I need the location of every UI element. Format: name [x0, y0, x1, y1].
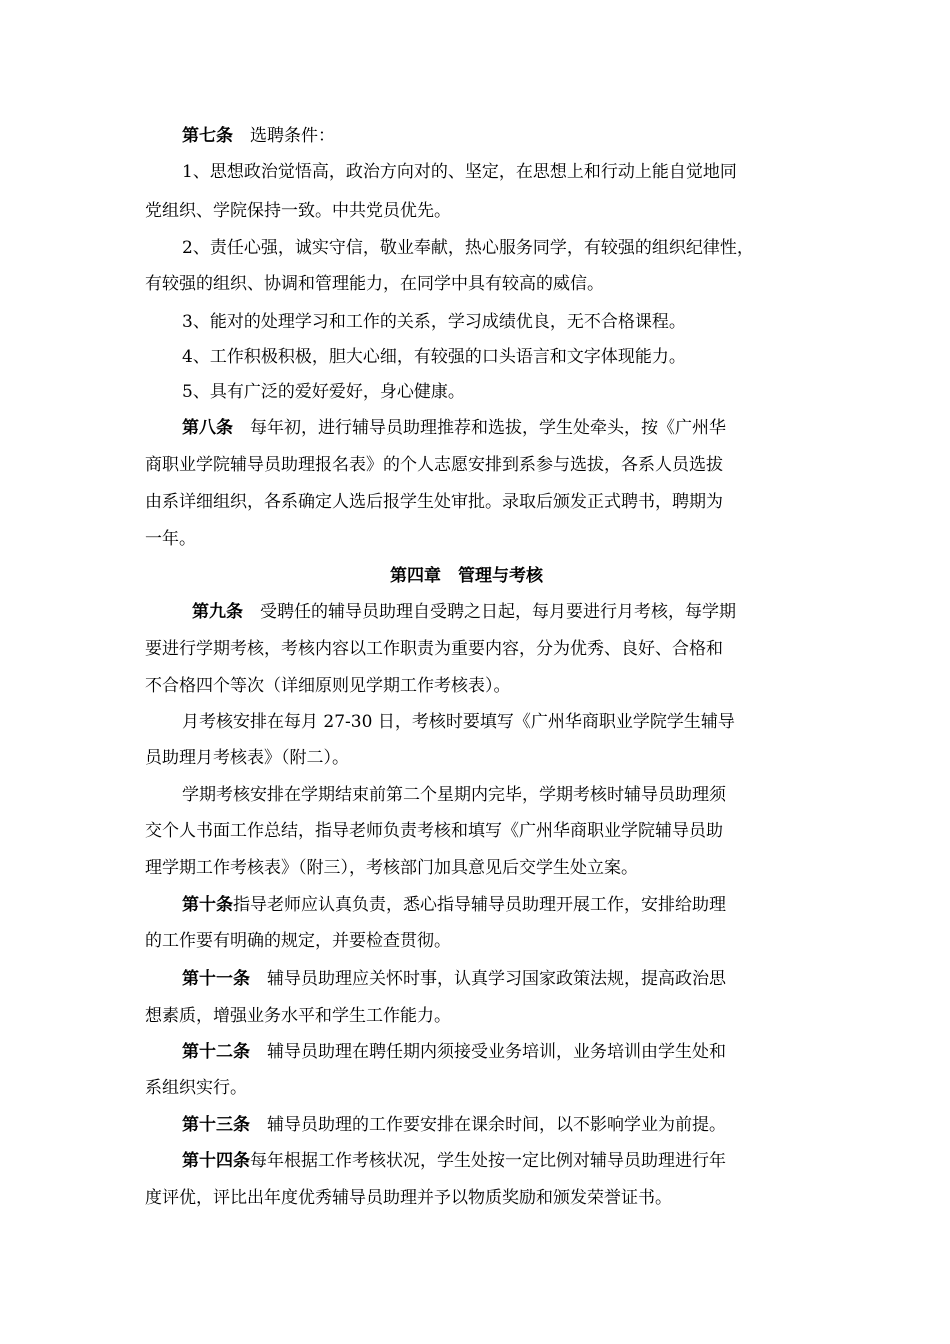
article-9-label: 第九条	[192, 602, 243, 622]
article-7-item-4: 4、工作积极积极，胆大心细，有较强的口头语言和文字体现能力。	[182, 347, 686, 367]
article-14-text-1: 每年根据工作考核状况，学生处按一定比例对辅导员助理进行年	[250, 1151, 726, 1171]
semester-assessment-line-1: 学期考核安排在学期结束前第二个星期内完毕，学期考核时辅导员助理须	[182, 785, 726, 805]
article-8-text-1: 每年初，进行辅导员助理推荐和选拔，学生处牵头，按《广州华	[233, 418, 726, 438]
semester-assessment-line-3: 理学期工作考核表》（附三），考核部门加具意见后交学生处立案。	[145, 858, 638, 878]
article-8-line-2: 商职业学院辅导员助理报名表》的个人志愿安排到系参与选拔，各系人员选拔	[145, 455, 723, 475]
semester-assessment-line-2: 交个人书面工作总结，指导老师负责考核和填写《广州华商职业学院辅导员助	[145, 821, 723, 841]
article-7-item-5: 5、具有广泛的爱好爱好，身心健康。	[182, 382, 465, 402]
article-7-label: 第七条	[182, 126, 233, 146]
article-8-line-1	[182, 416, 726, 440]
article-11-label: 第十一条	[182, 969, 250, 989]
article-8-line-4: 一年。	[145, 529, 196, 549]
chapter-4-heading: 第四章 管理与考核	[390, 566, 543, 586]
article-12-line-1	[182, 1040, 726, 1064]
article-8-label: 第八条	[182, 418, 233, 438]
article-9-text-1: 受聘任的辅导员助理自受聘之日起，每月要进行月考核，每学期	[243, 602, 736, 622]
article-12-line-2: 系组织实行。	[145, 1078, 247, 1098]
monthly-assessment-line-1: 月考核安排在每月 27-30 日，考核时要填写《广州华商职业学院学生辅导	[182, 712, 735, 732]
article-10-text-1: 指导老师应认真负责，悉心指导辅导员助理开展工作，安排给助理	[233, 895, 726, 915]
article-8-line-3: 由系详细组织，各系确定人选后报学生处审批。录取后颁发正式聘书，聘期为	[145, 492, 723, 512]
article-13-line-1	[182, 1113, 726, 1137]
article-9-line-1	[192, 600, 736, 624]
article-7-item-2-line-1: 2、责任心强，诚实守信，敬业奉献，热心服务同学，有较强的组织纪律性，	[182, 238, 754, 258]
article-14-label: 第十四条	[182, 1151, 250, 1171]
article-11-line-2: 想素质，增强业务水平和学生工作能力。	[145, 1006, 451, 1026]
article-7-heading	[182, 124, 335, 148]
article-10-label: 第十条	[182, 895, 233, 915]
article-14-line-2: 度评优，评比出年度优秀辅导员助理并予以物质奖励和颁发荣誉证书。	[145, 1188, 672, 1208]
article-9-line-3: 不合格四个等次（详细原则见学期工作考核表）。	[145, 676, 511, 696]
article-7-text: 选聘条件：	[233, 126, 335, 146]
article-7-item-3: 3、能对的处理学习和工作的关系，学习成绩优良，无不合格课程。	[182, 312, 686, 332]
article-9-line-2: 要进行学期考核，考核内容以工作职责为重要内容，分为优秀、良好、合格和	[145, 639, 723, 659]
article-11-line-1	[182, 967, 726, 991]
article-10-line-2: 的工作要有明确的规定，并要检查贯彻。	[145, 931, 451, 951]
article-14-line-1	[182, 1149, 726, 1173]
article-7-item-1-line-2: 党组织、学院保持一致。中共党员优先。	[145, 201, 451, 221]
article-13-text-1: 辅导员助理的工作要安排在课余时间，以不影响学业为前提。	[250, 1115, 726, 1135]
article-12-label: 第十二条	[182, 1042, 250, 1062]
monthly-assessment-line-2: 员助理月考核表》（附二）。	[145, 748, 349, 768]
article-12-text-1: 辅导员助理在聘任期内须接受业务培训，业务培训由学生处和	[250, 1042, 726, 1062]
article-11-text-1: 辅导员助理应关怀时事，认真学习国家政策法规，提高政治思	[250, 969, 726, 989]
article-10-line-1	[182, 893, 726, 917]
article-7-item-1-line-1: 1、思想政治觉悟高，政治方向对的、坚定，在思想上和行动上能自觉地同	[182, 162, 737, 182]
article-13-label: 第十三条	[182, 1115, 250, 1135]
article-7-item-2-line-2: 有较强的组织、协调和管理能力，在同学中具有较高的威信。	[145, 274, 604, 294]
